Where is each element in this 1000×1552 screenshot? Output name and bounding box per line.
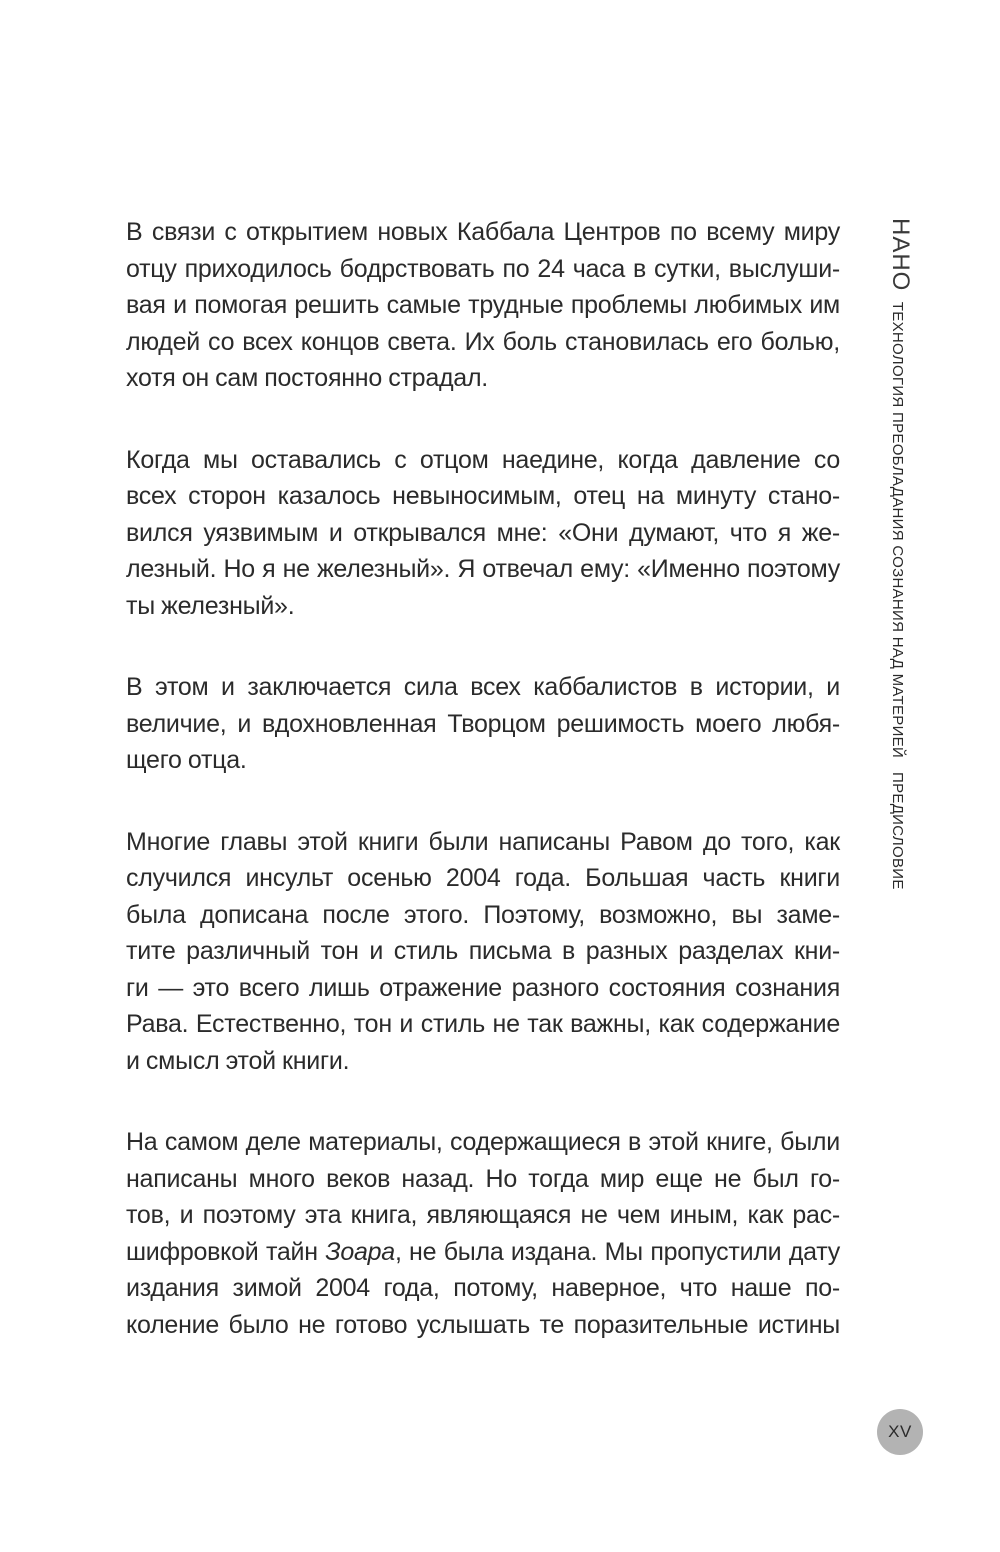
section-head-label: ПРЕДИСЛОВИЕ	[889, 772, 906, 890]
section-head	[870, 772, 910, 892]
text-line: коление было не готово услышать те поразительные истины	[126, 1310, 840, 1339]
text-line: написаны много веков назад. Но тогда мир еще не был го-	[126, 1164, 840, 1193]
text-line: На самом деле материалы, содержащиеся в этой книге, были	[126, 1128, 840, 1156]
paragraph-4	[126, 824, 840, 1080]
text-line: людей со всех концов света. Их боль становилась его болью,	[126, 327, 840, 356]
text-line: В связи с открытием новых Каббала Центров по всему миру	[126, 218, 840, 246]
text-line: Многие главы этой книги были написаны Равом до того, как	[126, 827, 840, 856]
running-head-title: ТЕХНОЛОГИЯ ПРЕОБЛАДАНИЯ СОЗНАНИЯ НАД МАТЕРИЕЙ	[889, 301, 906, 759]
book-title-zohar: Зоара	[325, 1237, 395, 1266]
text-line: случился инсульт осенью 2004 года. Большая часть книги	[126, 864, 840, 892]
text-line: Рава. Естественно, тон и стиль не так важны, как содержание	[126, 1010, 840, 1038]
paragraph-1	[126, 214, 840, 397]
text-line: лезный. Но я не железный». Я отвечал ему: «Именно поэтому	[126, 555, 840, 583]
text-line: и смысл этой книги.	[126, 1046, 350, 1075]
text-line: всех сторон казалось невыносимым, отец на минуту стано-	[126, 482, 840, 510]
paragraph-2	[126, 442, 840, 625]
paragraph-3	[126, 669, 840, 779]
body-text	[126, 214, 840, 1388]
text-line: вился уязвимым и открывался мне: «Они думают, что я же-	[126, 518, 840, 547]
paragraph-5	[126, 1124, 840, 1343]
text-line: вая и помогая решить самые трудные проблемы любимых им	[126, 291, 840, 319]
text-line: хотя он сам постоянно страдал.	[126, 364, 488, 392]
text-line: щего отца.	[126, 746, 247, 774]
text-line: Когда мы оставались с отцом наедине, когда давление со	[126, 445, 840, 474]
text-line: В этом и заключается сила всех каббалистов в истории, и	[126, 673, 840, 701]
text-line: издания зимой 2004 года, потому, наверное, что наше по-	[126, 1274, 840, 1302]
text-line: ты железный».	[126, 591, 295, 620]
text-line: величие, и вдохновленная Творцом решимость моего любя-	[126, 709, 840, 738]
running-head-brand: НАНО	[887, 218, 914, 292]
text-line: ги — это всего лишь отражение разного состояния сознания	[126, 973, 840, 1002]
page-number-badge	[877, 1409, 923, 1455]
page-number: XV	[888, 1422, 912, 1441]
text-line: шифровкой тайн Зоара, не была издана. Мы пропустили дату	[126, 1237, 840, 1266]
text-line: отцу приходилось бодрствовать по 24 часа в сутки, выслуши-	[126, 254, 840, 283]
text-line: была дописана после этого. Поэтому, возможно, вы заме-	[126, 900, 840, 929]
text-line: тите различный тон и стиль письма в разных разделах кни-	[126, 937, 840, 965]
text-line: тов, и поэтому эта книга, являющаяся не чем иным, как рас-	[126, 1201, 840, 1229]
